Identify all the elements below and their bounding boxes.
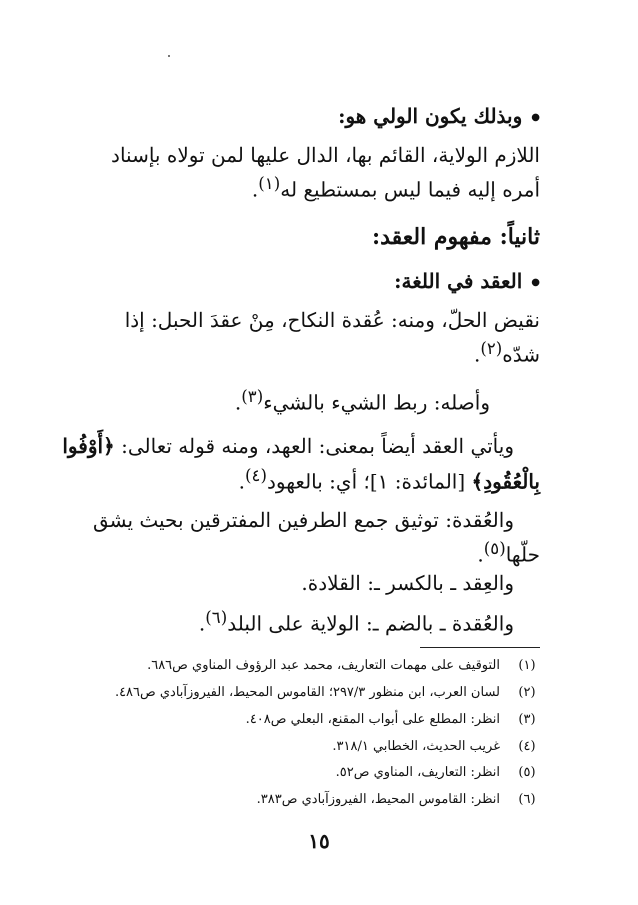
bullet-heading-wali	[338, 106, 540, 126]
footnote-5-number: (٥)	[518, 765, 536, 780]
paragraph-2	[235, 389, 490, 413]
footnote-1-text: التوقيف على مهمات التعاريف، محمد عبد الرؤوف المناوي ص٦٨٦.	[147, 658, 500, 673]
paragraph-3-line-2-text: [المائدة: ١]؛ أي: بالعهود	[266, 469, 466, 494]
quran-verse-part-1: ﴿أَوْفُوا	[62, 434, 115, 458]
footnote-6-text: انظر: القاموس المحيط، الفيروزآبادي ص٣٨٣.	[256, 792, 500, 807]
footnote-5-text: انظر: التعاريف، المناوي ص٥٢.	[335, 765, 500, 780]
footnote-ref-3[interactable]: (٣)	[241, 387, 264, 406]
paragraph-1-line-2-end: .	[473, 342, 481, 367]
definition-line-2-end: .	[251, 177, 259, 202]
paragraph-3-line-2	[239, 468, 540, 492]
definition-line-2	[252, 176, 540, 200]
footnote-1-number: (١)	[518, 658, 536, 673]
footnote-3-text: انظر: المطلع على أبواب المقنع، البعلي ص٤٠٨.	[245, 712, 500, 727]
footnote-6-number: (٦)	[518, 792, 536, 807]
page-number: ١٥	[308, 829, 330, 853]
section-title: ثانياً: مفهوم العقد:	[372, 224, 540, 250]
paragraph-6-text: والعُقدة ـ بالضم ـ: الولاية على البلد	[227, 611, 514, 636]
footnote-separator	[420, 647, 540, 648]
paragraph-4-line-1: والعُقدة: توثيق جمع الطرفين المفترقين بحيث يشق	[92, 508, 514, 532]
footnote-ref-5[interactable]: (٥)	[483, 539, 506, 558]
paragraph-4-line-2	[477, 541, 540, 565]
footnote-3-number: (٣)	[518, 712, 536, 727]
footnote-4-text: غريب الحديث، الخطابي ٣١٨/١.	[332, 739, 500, 754]
definition-line-1: اللازم الولاية، القائم بها، الدال عليها لمن تولاه بإسناد	[111, 143, 540, 167]
quran-verse-part-2: بِالْعُقُودِ﴾	[471, 469, 540, 494]
paragraph-3-line-1	[62, 436, 514, 456]
footnote-2	[115, 686, 540, 699]
footnote-3	[246, 713, 540, 726]
paragraph-1-line-2	[474, 341, 540, 365]
paragraph-6	[199, 610, 514, 634]
footnote-ref-1[interactable]: (١)	[258, 174, 281, 193]
bullet-heading-lugha	[394, 271, 540, 291]
paragraph-2-end: .	[234, 390, 242, 415]
footnote-6	[257, 793, 540, 806]
footnote-4	[332, 740, 540, 753]
paragraph-3-line-2-end: .	[238, 469, 246, 494]
paragraph-1-line-2-text: شدّه	[502, 342, 540, 367]
footnote-ref-2[interactable]: (٢)	[480, 339, 503, 358]
bullet-heading-lugha-text: العقد في اللغة:	[394, 269, 523, 293]
paragraph-6-end: .	[198, 611, 206, 636]
footnote-ref-4[interactable]: (٤)	[245, 466, 267, 485]
footnote-4-number: (٤)	[518, 739, 536, 754]
footnote-5	[336, 766, 540, 779]
footnote-ref-6[interactable]: (٦)	[205, 608, 228, 627]
paragraph-4-line-2-text: حلّها	[505, 542, 540, 567]
footnote-2-number: (٢)	[518, 685, 536, 700]
definition-line-2-text: أمره إليه فيما ليس بمستطيع له	[280, 177, 540, 202]
paragraph-1-line-1: نقيض الحلّ، ومنه: عُقدة النكاح، مِنْ عقدَ الحبل: إذا	[124, 308, 540, 332]
footnote-2-text: لسان العرب، ابن منظور ٢٩٧/٣؛ القاموس المحيط، الفيروزآبادي ص٤٨٦.	[114, 685, 500, 700]
paragraph-2-text: وأصله: ربط الشيء بالشيء	[263, 390, 490, 415]
bullet-heading-wali-text: وبذلك يكون الولي هو:	[338, 104, 523, 128]
paragraph-5: والعِقد ـ بالكسر ـ: القلادة.	[301, 571, 514, 595]
paragraph-3-line-1-text: ويأتي العقد أيضاً بمعنى: العهد، ومنه قوله تعالى:	[121, 434, 514, 458]
scan-speck	[168, 55, 170, 57]
footnote-1	[147, 659, 540, 672]
paragraph-4-line-2-end: .	[477, 542, 484, 567]
